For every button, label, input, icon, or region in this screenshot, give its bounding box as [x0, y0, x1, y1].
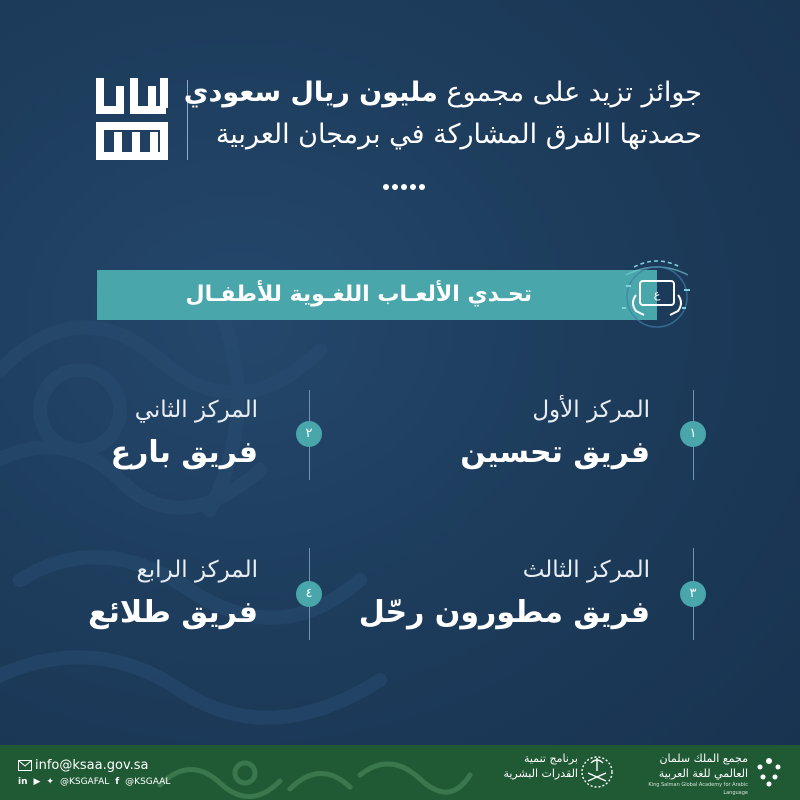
- barmajan-logo: [92, 74, 172, 164]
- headline-line1: [182, 72, 702, 114]
- place-2: [111, 395, 258, 475]
- team-name: فريق بارع: [110, 435, 258, 470]
- academy-sponsor: [628, 751, 748, 797]
- saudi-emblem-icon: [580, 755, 614, 789]
- headline-amount: مليون ريال سعودي: [183, 77, 438, 108]
- handle-2[interactable]: @KSGAAL: [125, 777, 171, 787]
- place-label: المركز الرابع: [136, 557, 258, 583]
- footer: [0, 745, 800, 800]
- headline-prefix: جوائز تزيد على مجموع: [446, 77, 702, 108]
- separator-dots: [383, 184, 425, 190]
- place-label: المركز الثالث: [522, 557, 650, 583]
- place-label: المركز الثاني: [134, 397, 258, 423]
- team-name: فريق طلائع: [88, 595, 258, 630]
- footer-calligraphy-decoration: [150, 745, 480, 800]
- mail-icon: [18, 760, 32, 771]
- program-line2: القدرات البشرية: [503, 767, 578, 780]
- youtube-icon[interactable]: ▶: [33, 777, 41, 787]
- academy-emblem-icon: [752, 755, 786, 789]
- header: [0, 60, 800, 170]
- contact-info: [18, 758, 170, 787]
- badge-place-1: ١: [680, 421, 706, 447]
- academy-line1: مجمع الملك سلمان: [659, 752, 748, 765]
- program-sponsor: [503, 751, 578, 781]
- place-1: [460, 395, 650, 475]
- academy-line2: العالمي للغة العربية: [658, 767, 748, 780]
- facebook-icon[interactable]: f: [115, 777, 120, 787]
- program-line1: برنامج تنمية: [524, 752, 578, 765]
- twitter-icon[interactable]: ✦: [46, 777, 54, 787]
- academy-english: King Salman Global Academy for Arabic Language: [648, 782, 748, 796]
- place-4: [88, 555, 258, 635]
- email-row[interactable]: [18, 758, 170, 773]
- headline: [182, 72, 702, 156]
- headline-line2: حصدتها الفرق المشاركة في برمجان العربية: [215, 119, 702, 150]
- badge-place-2: ٢: [296, 421, 322, 447]
- social-handles: [18, 777, 170, 787]
- linkedin-icon[interactable]: in: [18, 777, 28, 787]
- place-label: المركز الأول: [532, 397, 650, 423]
- badge-place-3: ٣: [680, 581, 706, 607]
- tablet-game-icon: [612, 255, 702, 335]
- team-name: فريق تحسين: [460, 435, 650, 470]
- calligraphy-decoration: [0, 250, 480, 770]
- place-3: [359, 555, 650, 635]
- handle-1[interactable]: @KSGAFAL: [59, 777, 110, 787]
- badge-place-4: ٤: [296, 581, 322, 607]
- section-banner: [97, 270, 657, 320]
- svg-text:ع: ع: [653, 288, 661, 301]
- section-title: تحـدي الألعـاب اللغـوية للأطفـال: [185, 282, 532, 307]
- email-text[interactable]: info@ksaa.gov.sa: [35, 758, 149, 773]
- team-name: فريق مطورون رحّل: [358, 595, 650, 630]
